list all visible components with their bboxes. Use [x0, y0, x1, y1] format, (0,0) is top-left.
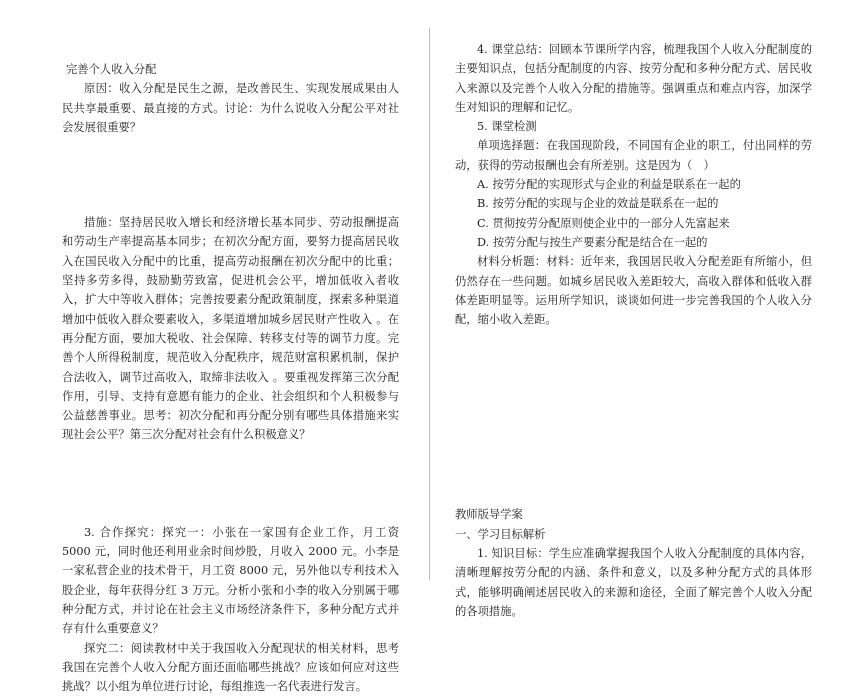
classroom-test-heading: 5. 课堂检测 — [477, 120, 537, 134]
choice-question: 单项选择题：在我国现阶段，不同国有企业的职工，付出同样的劳动，获得的劳动报酬也会有所差别。这是因为（ ） — [455, 139, 812, 172]
option-a: A. 按劳分配的实现形式与企业的利益是联系在一起的 — [477, 178, 741, 192]
right-column — [455, 40, 812, 621]
reason-paragraph: 原因：收入分配是民生之源，是改善民生、实现发展成果由人民共享最重要、最直接的方式。讨论：为什么说收入分配公平对社会发展很重要？ — [62, 82, 399, 134]
objectives-heading: 一、学习目标解析 — [455, 527, 546, 541]
summary-paragraph: 4. 课堂总结：回顾本节课所学内容，梳理我国个人收入分配制度的主要知识点，包括分配制度的内容、按劳分配和多种分配方式、居民收入来源以及完善个人收入分配的措施等。强调重点和难点内容，加深学生对知识的理解和记忆。 — [455, 43, 812, 114]
section-title: 完善个人收入分配 — [66, 63, 157, 76]
material-analysis-question: 材料分析题：材料：近年来，我国居民收入分配差距有所缩小，但仍然存在一些问题。如城乡居民收入差距较大，高收入群体和低收入群体差距明显等。运用所学知识，谈谈如何进一步完善我国的个人收入分配，缩小收入差距。 — [455, 255, 812, 327]
left-column — [62, 60, 399, 696]
knowledge-objective-paragraph: 1. 知识目标：学生应准确掌握我国个人收入分配制度的具体内容，清晰理解按劳分配的内涵、条件和意义，以及多种分配方式的具体形式，能够明确阐述居民收入的来源和途径，全面了解完善个人收入分配的各项措施。 — [455, 547, 812, 618]
inquiry-two-paragraph: 探究二：阅读教材中关于我国收入分配现状的相关材料，思考我国在完善个人收入分配方面还面临哪些挑战？应该如何应对这些挑战？以小组为单位进行讨论，每组推选一名代表进行发言。 — [62, 641, 399, 694]
option-b: B. 按劳分配的实现与企业的效益是联系在一起的 — [477, 197, 719, 211]
measures-paragraph: 措施：坚持居民收入增长和经济增长基本同步、劳动报酬提高和劳动生产率提高基本同步；在初次分配方面，要努力提高居民收入在国民收入分配中的比重，提高劳动报酬在初次分配中的比重；坚持多劳多得，鼓励勤劳致富，促进机会公平，增加低收入者收入，扩大中等收入群体；完善按要素分配政策制度，探索多种渠道增加中低收入群众要素收入，多渠道增加城乡居民财产性收入 。在再分配方面，要加大税收、社会保障、转移支付等的调节力度。完善个人所得税制度，规范收入分配秩序，规范财富积累机制，保护合法收入，调节过高收入，取缔非法收入 。要重视发挥第三次分配作用，引导、支持有意愿有能力的企业、社会组织和个人积极参与公益慈善事业。思考：初次分配和再分配分别有哪些具体措施来实现社会公平？第三次分配对社会有什么积极意义？ — [62, 216, 399, 442]
teacher-guide-title: 教师版导学案 — [455, 508, 523, 522]
inquiry-one-paragraph: 3. 合作探究：探究一：小张在一家国有企业工作，月工资 5000 元，同时他还利用业余时间炒股，月收入 2000 元。小李是一家私营企业的技术骨干，月工资 8000 元，另外他以专利技术入股企业，每年获得分红 3 万元。分析小张和小李的收入分别属于哪种分配方式，并讨论在社会主义市场经济条件下，多种分配方式并存有什么重要意义？ — [62, 525, 399, 636]
option-d: D. 按劳分配与按生产要素分配是结合在一起的 — [477, 235, 708, 249]
column-divider — [429, 28, 430, 580]
option-c: C. 贯彻按劳分配原则使企业中的一部分人先富起来 — [477, 216, 730, 230]
